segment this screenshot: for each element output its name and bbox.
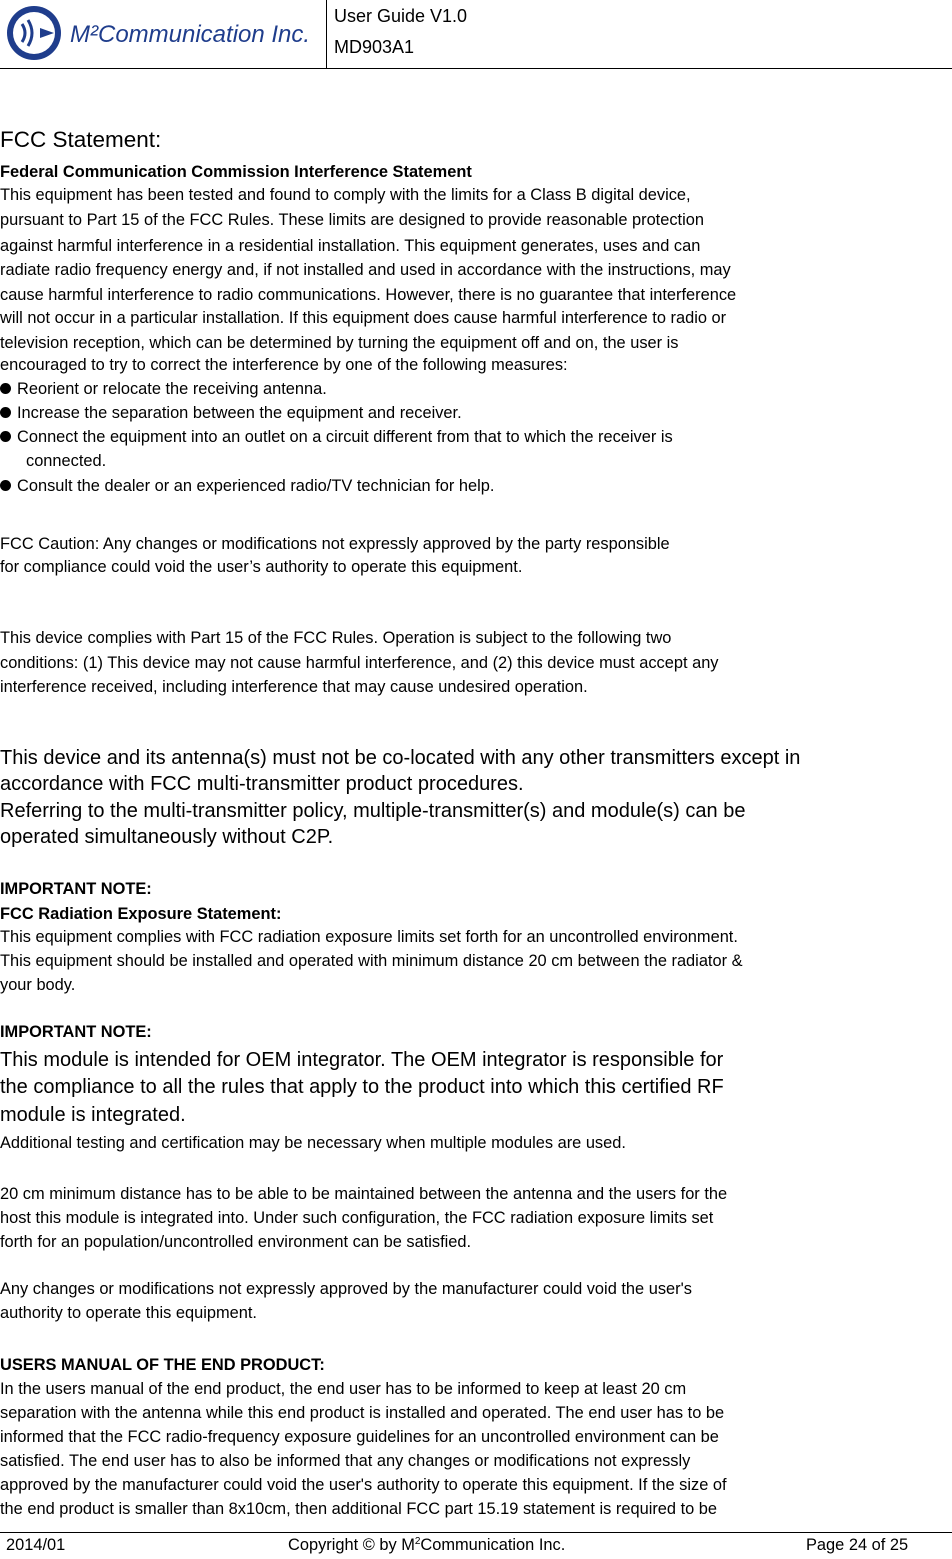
manual-line: satisfied. The end user has to also be informed that any changes or modifications not expressly (0, 1452, 691, 1470)
radiation-line: This equipment should be installed and operated with minimum distance 20 cm between the radiator & (0, 952, 743, 970)
bullet-icon (0, 383, 11, 394)
paragraph-line: radiate radio frequency energy and, if not installed and used in accordance with the instructions, may (0, 261, 731, 279)
svg-text:M²Communication Inc.: M²Communication Inc. (70, 21, 311, 48)
radiation-line: your body. (0, 976, 76, 994)
model-number: MD903A1 (334, 37, 415, 57)
doc-title: User Guide V1.0 (334, 6, 468, 26)
bullet-item: Increase the separation between the equipment and receiver. (0, 402, 462, 424)
manual-line: In the users manual of the end product, the end user has to be informed to keep at least 20 cm (0, 1380, 687, 1398)
distance-line: forth for an population/uncontrolled environment can be satisfied. (0, 1233, 472, 1251)
additional-testing: Additional testing and certification may be necessary when multiple modules are used. (0, 1134, 626, 1152)
part15-line: conditions: (1) This device may not cause harmful interference, and (2) this device must accept any (0, 654, 719, 672)
manual-line: separation with the antenna while this end product is installed and operated. The end user has to be (0, 1404, 725, 1422)
paragraph-line: pursuant to Part 15 of the FCC Rules. These limits are designed to provide reasonable protection (0, 211, 704, 229)
paragraph-line: encouraged to try to correct the interference by one of the following measures: (0, 356, 568, 374)
page-header (0, 0, 952, 69)
colocation-line: accordance with FCC multi-transmitter product procedures. (0, 773, 524, 795)
bullet-icon (0, 431, 11, 442)
part15-line: This device complies with Part 15 of the FCC Rules. Operation is subject to the following two (0, 629, 672, 647)
manual-line: the end product is smaller than 8x10cm, then additional FCC part 15.19 statement is required to be (0, 1500, 718, 1518)
header-divider (326, 0, 327, 68)
oem-line: module is integrated. (0, 1104, 186, 1126)
paragraph-line: This equipment has been tested and found to comply with the limits for a Class B digital device, (0, 186, 691, 204)
users-manual-heading: USERS MANUAL OF THE END PRODUCT: (0, 1356, 325, 1374)
important-note-heading: IMPORTANT NOTE: (0, 1023, 152, 1041)
radiation-heading: FCC Radiation Exposure Statement: (0, 905, 282, 923)
distance-line: 20 cm minimum distance has to be able to be maintained between the antenna and the users for the (0, 1185, 728, 1203)
caution-line: for compliance could void the user’s authority to operate this equipment. (0, 558, 523, 576)
distance-line: host this module is integrated into. Under such configuration, the FCC radiation exposure limits set (0, 1209, 714, 1227)
bullet-item: Connect the equipment into an outlet on a circuit different from that to which the receiver is (0, 426, 673, 448)
footer-page-number: Page 24 of 25 (806, 1536, 909, 1554)
changes-line: Any changes or modifications not expressly approved by the manufacturer could void the user's (0, 1280, 692, 1298)
colocation-line: Referring to the multi-transmitter policy, multiple-transmitter(s) and module(s) can be (0, 800, 746, 822)
bullet-item-continuation: connected. (26, 452, 107, 470)
paragraph-line: against harmful interference in a residential installation. This equipment generates, uses and can (0, 237, 701, 255)
manual-line: informed that the FCC radio-frequency exposure guidelines for an uncontrolled environment can be (0, 1428, 719, 1446)
bullet-item: Consult the dealer or an experienced radio/TV technician for help. (0, 475, 494, 497)
important-note-heading: IMPORTANT NOTE: (0, 880, 152, 898)
manual-line: approved by the manufacturer could void the user's authority to operate this equipment. If the size of (0, 1476, 727, 1494)
caution-line: FCC Caution: Any changes or modifications not expressly approved by the party responsible (0, 535, 670, 553)
footer-copyright: Copyright © by $M^2Communication$ Inc. (288, 1536, 566, 1554)
bullet-icon (0, 480, 11, 491)
section-title: FCC Statement: (0, 127, 162, 152)
section-subtitle: Federal Communication Commission Interference Statement (0, 163, 472, 181)
bullet-icon (0, 407, 11, 418)
footer-date: 2014/01 (6, 1536, 66, 1554)
part15-line: interference received, including interference that may cause undesired operation. (0, 678, 588, 696)
radiation-line: This equipment complies with FCC radiation exposure limits set forth for an uncontrolled environment. (0, 928, 738, 946)
oem-line: This module is intended for OEM integrator. The OEM integrator is responsible for (0, 1049, 724, 1071)
colocation-line: This device and its antenna(s) must not be co-located with any other transmitters except in (0, 747, 801, 769)
colocation-line: operated simultaneously without C2P. (0, 826, 334, 848)
page-footer (0, 1532, 952, 1559)
paragraph-line: television reception, which can be determined by turning the equipment off and on, the user is (0, 334, 679, 352)
bullet-item: Reorient or relocate the receiving antenna. (0, 378, 327, 400)
oem-line: the compliance to all the rules that apply to the product into which this certified RF (0, 1076, 724, 1098)
changes-line: authority to operate this equipment. (0, 1304, 257, 1322)
company-logo (4, 2, 322, 64)
paragraph-line: cause harmful interference to radio communications. However, there is no guarantee that interference (0, 286, 737, 304)
paragraph-line: will not occur in a particular installation. If this equipment does cause harmful interference to radio or (0, 309, 727, 327)
